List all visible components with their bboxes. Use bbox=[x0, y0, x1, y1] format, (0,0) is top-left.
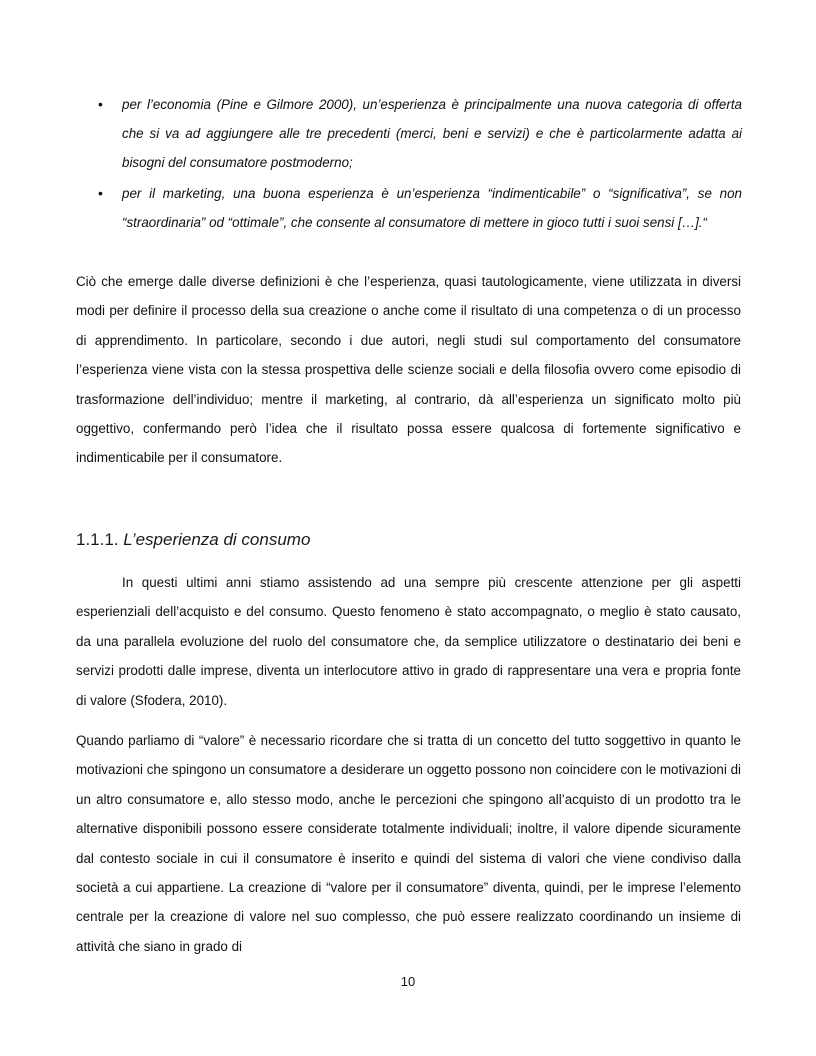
paragraph-intro: Ciò che emerge dalle diverse definizioni è che l’esperienza, quasi tautologicamente, viene utilizzata in diversi modi per definire il processo della sua creazione o anche come il risultato di una competenza o di un processo di apprendimento. In particolare, secondo i due autori, negli studi sul comportamento del consumatore l’esperienza viene vista con la stessa prospettiva delle scienze sociali e della filosofia ovvero come episodio di trasformazione dell’individuo; mentre il marketing, al contrario, dà all’esperienza un significato molto più oggettivo, confermando però l’idea che il risultato possa essere qualcosa di fortemente significativo e indimenticabile per il consumatore. bbox=[76, 274, 741, 466]
paragraph-section-1: In questi ultimi anni stiamo assistendo ad una sempre più crescente attenzione per gli aspetti esperienziali dell’acquisto e del consumo. Questo fenomeno è stato accompagnato, o meglio è stato causato, da una parallela evoluzione del ruolo del consumatore che, da semplice utilizzatore o destinatario dei beni e servizi prodotti dalle imprese, diventa un interlocutore attivo in grado di rappresentare una vera e propria fonte di valore (Sfodera, 2010). bbox=[76, 575, 741, 708]
section-title: L’esperienza di consumo bbox=[123, 530, 311, 549]
page-number: 10 bbox=[400, 974, 416, 989]
bullet-text: per il marketing, una buona esperienza è un’esperienza “indimenticabile” o “significativa”, se non “straordinaria” od “ottimale”, che consente al consumatore di mettere in gioco tutti i suoi sensi […].“ bbox=[122, 186, 742, 230]
bullet-text: per l’economia (Pine e Gilmore 2000), un’esperienza è principalmente una nuova categoria di offerta che si va ad aggiungere alle tre precedenti (merci, beni e servizi) e che è particolarmente adatta ai bisogni del consumatore postmoderno; bbox=[122, 97, 742, 170]
bullet-icon: • bbox=[98, 185, 103, 201]
bullet-item-marketing bbox=[98, 179, 742, 237]
bullet-icon: • bbox=[98, 96, 103, 112]
section-number: 1.1.1. bbox=[76, 530, 119, 549]
section-heading bbox=[76, 527, 310, 553]
bullet-item-economia bbox=[98, 90, 742, 177]
paragraph-section-2: Quando parliamo di “valore” è necessario ricordare che si tratta di un concetto del tutto soggettivo in quanto le motivazioni che spingono un consumatore a desiderare un oggetto possono non coincidere con le motivazioni di un altro consumatore e, allo stesso modo, anche le percezioni che spingono all’acquisto di un prodotto tra le alternative disponibili possono essere considerate totalmente individuali; inoltre, il valore dipende sicuramente dal contesto sociale in cui il consumatore è inserito e quindi del sistema di valori che viene condiviso dalla società a cui appartiene. La creazione di “valore per il consumatore” diventa, quindi, per le imprese l’elemento centrale per la creazione di valore nel suo complesso, che può essere realizzato coordinando un insieme di attività che siano in grado di bbox=[76, 733, 741, 954]
